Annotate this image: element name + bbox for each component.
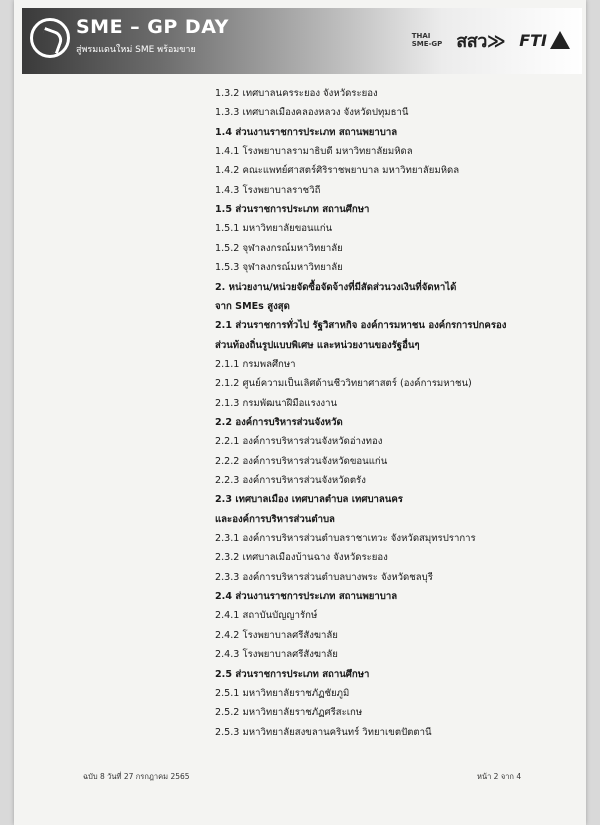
list-item: 2.5.2 มหาวิทยาลัยราชภัฏศรีสะเกษ	[215, 707, 363, 719]
section-heading: 2.5 ส่วนราชการประเภท สถานศึกษา	[215, 668, 370, 680]
sme-gp-logo-icon	[30, 18, 70, 58]
section-heading: 2.2 องค์การบริหารส่วนจังหวัด	[215, 416, 343, 428]
list-item: 1.5.2 จุฬาลงกรณ์มหาวิทยาลัย	[215, 242, 343, 254]
list-item: 2.2.2 องค์การบริหารส่วนจังหวัดขอนแก่น	[215, 455, 388, 467]
section-heading: จาก SMEs สูงสุด	[215, 300, 290, 312]
list-item: 1.3.2 เทศบาลนครระยอง จังหวัดระยอง	[215, 88, 378, 99]
thai-sme-gp-line-2: SME-GP	[411, 40, 443, 48]
fti-logo	[519, 31, 570, 50]
list-item: 2.1.1 กรมพลศึกษา	[215, 358, 296, 370]
list-item: 1.4.2 คณะแพทย์ศาสตร์ศิริราชพยาบาล มหาวิทยาลัยมหิดล	[215, 165, 460, 177]
document-page	[14, 0, 586, 825]
partner-logos	[412, 28, 570, 52]
list-item: 2.5.1 มหาวิทยาลัยราชภัฏชัยภูมิ	[215, 687, 350, 699]
section-heading: 2. หน่วยงาน/หน่วยจัดซื้อจัดจ้างที่มีสัดส่วนวงเงินที่จัดหาได้	[215, 281, 457, 293]
event-title: SME – GP DAY	[76, 16, 229, 38]
fti-logo-text: FTI	[519, 30, 547, 50]
list-item: 1.4.1 โรงพยาบาลรามาธิบดี มหาวิทยาลัยมหิดล	[215, 146, 413, 158]
list-item: 2.2.1 องค์การบริหารส่วนจังหวัดอ่างทอง	[215, 436, 383, 448]
section-heading: 1.5 ส่วนราชการประเภท สถานศึกษา	[215, 204, 370, 216]
osmep-logo: สสว≫	[456, 30, 506, 52]
list-item: 2.3.3 องค์การบริหารส่วนตำบลบางพระ จังหวัดชลบุรี	[215, 571, 433, 583]
footer-page-number: หน้า 2 จาก 4	[477, 772, 522, 781]
list-item: 2.3.1 องค์การบริหารส่วนตำบลราชาเทวะ จังหวัดสมุทรปราการ	[215, 533, 476, 545]
list-item: 2.4.3 โรงพยาบาลศรีสังฆาลัย	[215, 649, 338, 661]
thai-sme-gp-line-1: THAI	[411, 32, 431, 40]
list-item: 2.3.2 เทศบาลเมืองบ้านฉาง จังหวัดระยอง	[215, 552, 388, 564]
list-item: 2.2.3 องค์การบริหารส่วนจังหวัดตรัง	[215, 475, 366, 486]
list-item: 2.4.2 โรงพยาบาลศรีสังฆาลัย	[215, 629, 338, 641]
list-item: 1.5.1 มหาวิทยาลัยขอนแก่น	[215, 223, 333, 235]
section-heading: และองค์การบริหารส่วนตำบล	[215, 513, 335, 525]
section-heading: ส่วนท้องถิ่นรูปแบบพิเศษ และหน่วยงานของรัฐอื่นๆ	[215, 339, 420, 351]
header-banner	[22, 8, 582, 74]
section-heading: 2.4 ส่วนงานราชการประเภท สถานพยาบาล	[215, 591, 398, 603]
list-item: 1.4.3 โรงพยาบาลราชวิถี	[215, 184, 321, 196]
section-heading: 2.1 ส่วนราชการทั่วไป รัฐวิสาหกิจ องค์การมหาชน องค์กรการปกครอง	[215, 320, 507, 332]
list-item: 1.3.3 เทศบาลเมืองคลองหลวง จังหวัดปทุมธานี	[215, 107, 409, 119]
section-heading: 1.4 ส่วนงานราชการประเภท สถานพยาบาล	[215, 126, 398, 138]
list-item: 1.5.3 จุฬาลงกรณ์มหาวิทยาลัย	[215, 262, 343, 274]
list-item: 2.1.3 กรมพัฒนาฝีมือแรงงาน	[215, 397, 338, 409]
event-slogan: สู่พรมแดนใหม่ SME พร้อมขาย	[76, 45, 196, 55]
thai-sme-gp-logo	[412, 32, 443, 48]
fti-triangle-icon	[550, 31, 570, 49]
list-item: 2.1.2 ศูนย์ความเป็นเลิศด้านชีววิทยาศาสตร์ (องค์การมหาชน)	[215, 378, 472, 390]
list-item: 2.4.1 สถาบันบัญญารักษ์	[215, 610, 318, 622]
list-item: 2.5.3 มหาวิทยาลัยสงขลานครินทร์ วิทยาเขตปัตตานี	[215, 726, 432, 738]
footer-version-date: ฉบับ 8 วันที่ 27 กรกฎาคม 2565	[83, 772, 190, 781]
section-heading: 2.3 เทศบาลเมือง เทศบาลตำบล เทศบาลนคร	[215, 494, 403, 506]
